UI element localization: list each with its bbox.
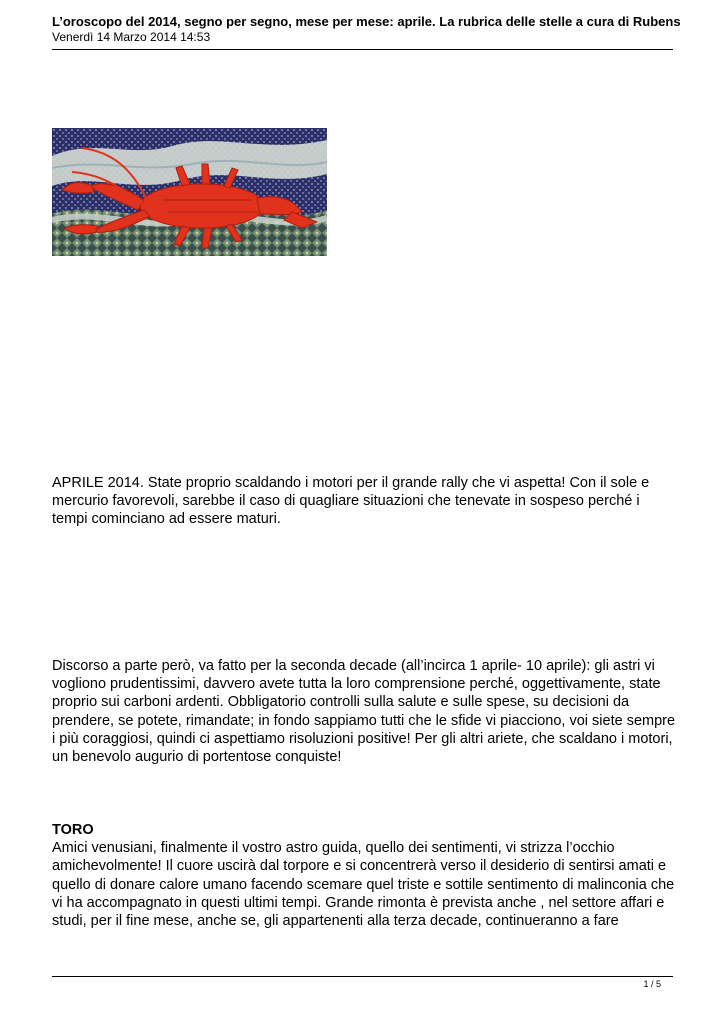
page-number: 1 / 5	[643, 979, 661, 989]
toro-section	[52, 821, 677, 930]
crayfish-illustration	[52, 128, 327, 256]
intro-paragraph: APRILE 2014. State proprio scaldando i motori per il grande rally che vi aspetta! Con il sole e mercurio favorevoli, sarebbe il caso di quagliare situazioni che tenevate in sospeso perché i tempi cominciano ad essere maturi.	[52, 475, 650, 528]
article-date: Venerdì 14 Marzo 2014 14:53	[52, 30, 211, 44]
page-header	[52, 14, 725, 44]
crayfish-image	[52, 128, 327, 256]
footer-divider	[52, 976, 673, 977]
section-body: Amici venusiani, finalmente il vostro astro guida, quello dei sentimenti, vi strizza l’occhio amichevolmente! Il cuore uscirà dal torpore e si concentrerà verso il desiderio di sentirsi amati e quello di donare calore umano facendo scemare quel triste e sottile sentimento di malinconia che vi ha accompagnato in questi ultimi tempi. Grande rimonta è prevista anche , nel settore affari e studi, per il fine mese, anche se, gli appartenenti alla terza decade, continueranno a fare	[52, 840, 675, 930]
second-decade-paragraph: Discorso a parte però, va fatto per la seconda decade (all’incirca 1 aprile- 10 aprile): gli astri vi vogliono prudentissimi, davvero avete tutta la loro comprensione perché, oggettivamente, state proprio sui carboni ardenti. Obbligatorio controlli sulla salute e sulle spese, su decisioni da prendere, se potete, rimandate; in fondo sappiamo tutti che le sfide vi piacciono, voi siete sempre i più coraggiosi, quindi ci aspettiamo risoluzioni positive! Per gli altri ariete, che scaldano i motori, un benevolo augurio di portentose conquiste!	[52, 658, 676, 766]
article-title: L’oroscopo del 2014, segno per segno, mese per mese: aprile. La rubrica delle stelle a cura di Rubens	[52, 14, 681, 29]
header-divider	[52, 49, 673, 50]
section-heading: TORO	[52, 822, 94, 838]
